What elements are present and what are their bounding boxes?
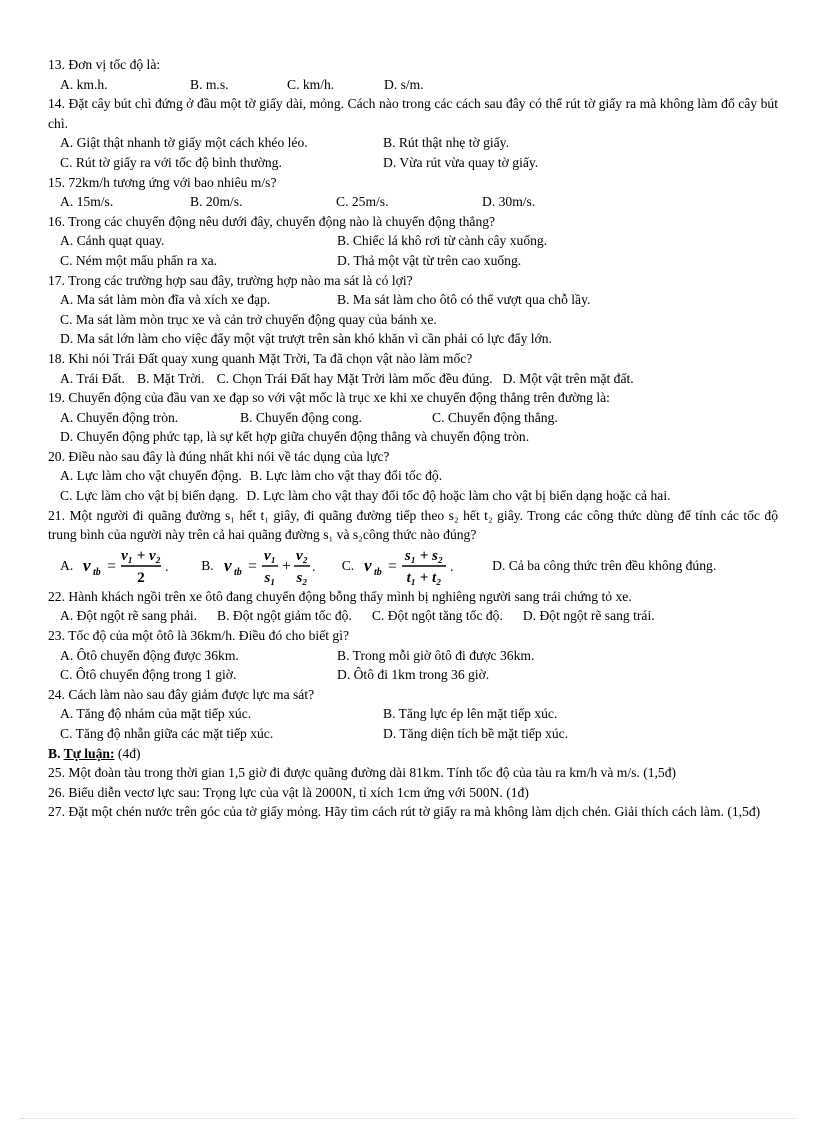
question-17-options-row1	[48, 290, 778, 310]
question-15-options	[48, 192, 778, 212]
formula-b-eq: =	[247, 557, 257, 575]
option-c: C. Ôtô chuyển động trong 1 giờ.	[60, 667, 237, 683]
option-b: B. Tăng lực ép lên mặt tiếp xúc.	[383, 706, 558, 722]
question-14-options-row1	[48, 133, 778, 153]
formula-b-den2: s₂	[296, 569, 308, 586]
exam-page	[48, 55, 778, 822]
section-b-points: (4đ)	[114, 745, 141, 761]
option-c	[342, 546, 462, 586]
question-19-options-row1	[48, 408, 778, 428]
option-b: B. Trong mỗi giờ ôtô đi được 36km.	[337, 647, 535, 663]
question-23-stem: 23. Tốc độ của một ôtô là 36km/h. Điều đó cho biết gì?	[48, 628, 350, 644]
question-24-options-row1	[48, 704, 778, 724]
page-bottom-divider	[20, 1118, 796, 1119]
option-c: C. Đột ngột tăng tốc độ.	[371, 608, 503, 624]
option-d: D. Thả một vật từ trên cao xuống.	[337, 252, 522, 268]
option-d: D. Chuyển động phức tạp, là sự kết hợp giữa chuyển động thẳng và chuyển động tròn.	[60, 429, 530, 445]
option-b: B. Ma sát làm cho ôtô có thể vượt qua chỗ lầy.	[337, 292, 591, 308]
formula-c-num: s₁ + s₂	[405, 547, 444, 564]
formula-a-lhs: v	[83, 555, 91, 575]
option-a-label: A.	[60, 558, 74, 574]
option-a: A. Ôtô chuyển động được 36km.	[60, 647, 239, 663]
question-15-stem: 15. 72km/h tương ứng với bao nhiêu m/s?	[48, 174, 277, 190]
option-d: D. Tăng diện tích bề mặt tiếp xúc.	[383, 726, 569, 741]
option-c-label: C.	[341, 558, 355, 574]
formula-b-end: .	[311, 559, 316, 575]
formula-a-sub: tb	[93, 566, 101, 578]
option-d: D. Vừa rút vừa quay tờ giấy.	[383, 154, 539, 170]
formula-b-den1: s₁	[264, 569, 276, 586]
question-19-stem: 19. Chuyển động của đầu van xe đạp so với vật mốc là trục xe khi xe chuyển động thẳng trên đường là:	[48, 390, 610, 406]
question-13-stem: 13. Đơn vị tốc độ là:	[48, 57, 161, 72]
option-b: B. Mặt Trời.	[136, 370, 205, 386]
question-17-stem: 17. Trong các trường hợp sau đây, trường hợp nào ma sát là có lợi?	[48, 272, 413, 288]
option-c: C. Ma sát làm mòn trục xe và cản trở chuyển động quay của bánh xe.	[60, 311, 437, 327]
option-c: C. Rút tờ giấy ra với tốc độ bình thường.	[60, 154, 282, 170]
formula-c-sub: tb	[374, 566, 382, 578]
formula-b-plus: +	[281, 557, 291, 575]
section-b-title: Tự luận	[63, 745, 110, 761]
option-b: B. 20m/s.	[190, 194, 243, 210]
essay-27: 27. Đặt một chén nước trên góc của tờ giấy mỏng. Hãy tìm cách rút tờ giấy ra mà không làm dịch chén. Giải thích cách làm. (1,5đ)	[48, 804, 761, 820]
formula-b-num1: v₁	[263, 547, 276, 564]
option-c: C. Tăng độ nhẵn giữa các mặt tiếp xúc.	[60, 726, 274, 741]
option-b: B. m.s.	[190, 76, 229, 92]
option-c: C. km/h.	[287, 76, 335, 92]
option-c: C. Lực làm cho vật bị biến dạng.	[60, 488, 239, 504]
formula-c-end: .	[450, 559, 454, 575]
question-23-options-row1	[48, 646, 778, 666]
formula-c-den: t₁ + t₂	[406, 569, 442, 586]
option-d: D. 30m/s.	[482, 194, 536, 210]
formula-c-lhs: v	[364, 555, 372, 575]
question-20-options-row1	[48, 466, 778, 486]
question-20-options-row2	[48, 486, 778, 506]
formula-a-num: v₁ + v₂	[121, 547, 162, 564]
option-a: A. 15m/s.	[60, 194, 114, 210]
option-d: D. s/m.	[384, 76, 424, 92]
option-d: D. Ma sát lớn làm cho việc đẩy một vật trượt trên sàn khó khăn vì cần phải có lực đẩy lớn.	[60, 331, 552, 347]
option-d: D. Cả ba công thức trên đều không đúng.	[492, 558, 717, 574]
option-a: A. Cánh quạt quay.	[60, 233, 165, 249]
question-22-options	[48, 606, 778, 626]
question-13-options	[48, 75, 778, 95]
option-b: B. Chuyển động cong.	[240, 409, 362, 425]
option-b: B. Rút thật nhẹ tờ giấy.	[383, 135, 509, 151]
formula-a-den: 2	[137, 569, 145, 586]
question-18-stem: 18. Khi nói Trái Đất quay xung quanh Mặt Trời, Ta đã chọn vật nào làm mốc?	[48, 350, 473, 366]
question-14-options-row2	[48, 153, 778, 173]
formula-c-eq: =	[388, 557, 398, 575]
question-24-options-row2	[48, 724, 778, 744]
option-a: A. Chuyển động tròn.	[60, 409, 179, 425]
option-a: A. Tăng độ nhám của mặt tiếp xúc.	[60, 706, 252, 722]
question-21-options	[48, 545, 778, 587]
formula-c	[362, 546, 462, 586]
question-21-stem: 21. Một người đi quãng đường s₁ hết t₁ giây, đi quãng đường tiếp theo s₂ hết t₂ giây. Trong các công thức dùng để tính các tốc độ trung bình của người này trên cả hai quãng đường s₁ và s₂công thức nào đúng?	[48, 507, 778, 543]
option-c: C. 25m/s.	[336, 194, 389, 210]
option-b: B. Chiếc lá khô rơi từ cành cây xuống.	[337, 233, 548, 249]
option-d: D. Một vật trên mặt đất.	[502, 370, 634, 386]
option-d: D. Ôtô đi 1km trong 36 giờ.	[337, 667, 490, 683]
option-a: A. Lực làm cho vật chuyển động.	[60, 468, 242, 484]
question-20-stem: 20. Điều nào sau đây là đúng nhất khi nói về tác dụng của lực?	[48, 448, 390, 464]
option-a: A. Ma sát làm mòn đĩa và xích xe đạp.	[60, 292, 271, 308]
option-d: D. Đột ngột rẽ sang trái.	[522, 608, 655, 624]
option-b: B. Đột ngột giảm tốc độ.	[217, 608, 352, 624]
question-14-stem: 14. Đặt cây bút chì đứng ở đầu một tờ giấy dài, mỏng. Cách nào trong các cách sau đây có thể rút tờ giấy ra mà không làm đổ cây bút chì.	[48, 96, 778, 131]
option-a: A. Trái Đất.	[60, 370, 125, 386]
question-22-stem: 22. Hành khách ngồi trên xe ôtô đang chuyển động bỗng thấy mình bị nghiêng người sang trái chứng tỏ xe.	[48, 588, 632, 604]
option-b	[201, 546, 317, 586]
option-b-label: B.	[201, 558, 214, 574]
formula-b-lhs: v	[223, 555, 232, 575]
essay-26: 26. Biểu diễn vectơ lực sau: Trọng lực của vật là 2000N, tỉ xích 1cm ứng với 500N. (1đ)	[48, 784, 529, 800]
option-d: D. Lực làm cho vật thay đổi tốc độ hoặc làm cho vật bị biến dạng hoặc cả hai.	[246, 488, 671, 504]
option-a: A. Đột ngột rẽ sang phải.	[60, 608, 198, 624]
option-a: A. km.h.	[60, 76, 108, 92]
formula-b	[222, 546, 318, 586]
question-23-options-row2	[48, 665, 778, 685]
option-a	[60, 546, 177, 586]
formula-a-eq: =	[107, 557, 117, 575]
option-b: B. Lực làm cho vật thay đổi tốc độ.	[249, 468, 443, 484]
formula-b-num2: v₂	[295, 547, 308, 564]
question-24-stem: 24. Cách làm nào sau đây giảm được lực ma sát?	[48, 686, 315, 702]
question-18-options	[48, 369, 778, 389]
essay-25: 25. Một đoàn tàu trong thời gian 1,5 giờ đi được quãng đường dài 81km. Tính tốc độ của tàu ra km/h và m/s. (1,5đ)	[48, 765, 677, 781]
formula-b-sub: tb	[233, 566, 242, 578]
section-b-colon: :	[109, 745, 115, 761]
option-a: A. Giật thật nhanh tờ giấy một cách khéo léo.	[60, 135, 308, 151]
option-c: C. Chọn Trái Đất hay Mặt Trời làm mốc đều đúng.	[216, 370, 493, 386]
formula-a	[81, 546, 177, 586]
question-16-options-row2	[48, 251, 778, 271]
option-c: C. Chuyển động thẳng.	[432, 409, 558, 425]
section-b-heading	[48, 744, 778, 764]
option-c: C. Ném một mẩu phấn ra xa.	[60, 252, 218, 268]
formula-a-end: .	[165, 559, 169, 575]
section-b-prefix: B.	[48, 745, 64, 761]
question-16-options-row1	[48, 231, 778, 251]
question-16-stem: 16. Trong các chuyển động nêu dưới đây, chuyển động nào là chuyển động thẳng?	[48, 213, 496, 229]
